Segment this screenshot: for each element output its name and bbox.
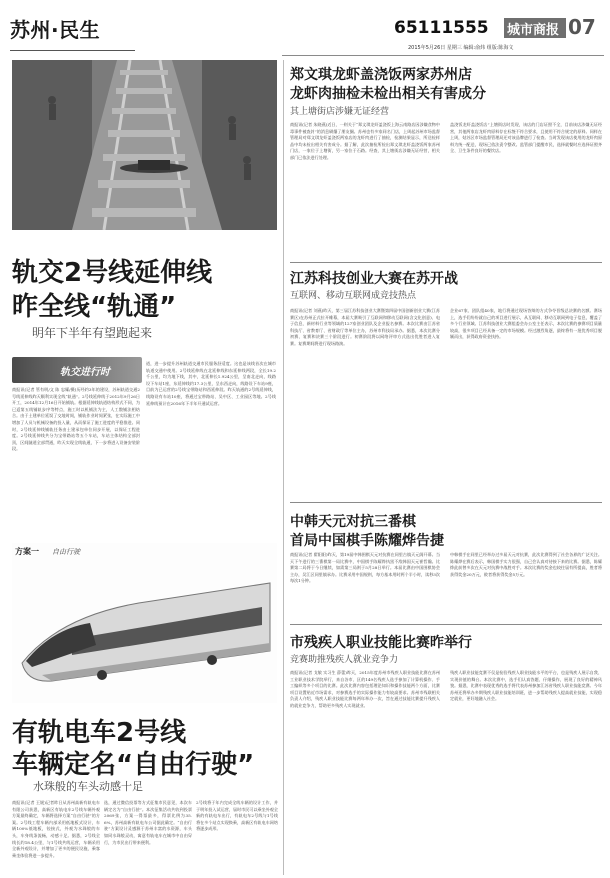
hotline: 65111555 — [394, 18, 489, 38]
tram-photo — [12, 543, 277, 703]
article2-rule — [290, 502, 602, 503]
article3-headline-line1: 中韩天元对抗三番棋 — [290, 514, 416, 530]
article4-body-col1: 商报讯(记者 戈敏 实习生 薛蕾)昨天，2015年度苏州市残疾人职业技能比赛在苏州工业职业技术学院举行，来自各市、区的149名残疾人选手参加了计算机操作、手工编织等多个项目的比赛。此次比赛内容包括理论知识和操作技能两个方面，比赛项目设置贴近市场需求，对参赛选手的实际操作能力有较高要求。苏州市残联相关负责人介绍，残疾人职业技能比赛每两年举办一次，旨在通过技能比赛提升残疾人的就业竞争力，帮助更多残疾人实现就业。 — [290, 670, 440, 708]
article4-subtitle: 竞赛助推残疾人就业竞争力 — [290, 655, 399, 665]
tram-photo-tag: 方案一 — [15, 547, 39, 556]
rail-headline-line1: 轨交2号线延伸线 — [12, 258, 213, 288]
article1-subtitle: 其上塘街店涉嫌无证经营 — [290, 107, 390, 117]
article3-rule — [290, 624, 602, 625]
paper-name: 城市商报 — [507, 23, 560, 38]
article1-body-col2: 盖浇饭龙虾盖浇饭店”上塘街店时发现，该店的门店证照不全，目前该店涉嫌无证经营，其他两家店龙虾肉原料存在标签不符合要求，且使用不符合规定的原料。同样在上周，姑苏区市场监督管理局还对该品牌进行了检查。当时发现该店使用的龙虾肉原料为统一配送，现场已依法责令整改。监管部门提醒市民，选择就餐时应选择证照齐全、卫生条件良好的餐饮店。 — [450, 122, 602, 154]
tram-body-col2: 选，通过微信投票等方式征集市民意见，本次车辆定名为“自由行驶”。本次征集活动共收到投票2069张，方案一得票最多，得票比例为35.6%，苏州高新有轨电车公司据此确定。“自由行驶”方案设计灵感源于苏州丰富的水资源，车头如同水珠般灵动，寓意有轨电车在城市中自由穿行，为市民出行带来便利。 — [104, 800, 192, 845]
article1-headline-line1: 郑文琪龙虾盖浇饭两家苏州店 — [290, 67, 472, 83]
tram-subtitle: 水珠般的车头动感十足 — [33, 780, 143, 793]
article1-headline-line2: 龙虾肉抽检未检出相关有害成分 — [290, 86, 486, 102]
article3-body-col1: 商报讯(记者 翟阳阳)昨天，第19届中韩围棋天元对抗赛在同里古镇天元阁开幕。当天下午进行的三番棋第一局比赛中，中国棋手陈耀烨执黑不敌韩国天元崔哲瀚。比赛第二局将于今日继续，如需第三局则于5月28日举行。本届比赛由中国围棋协会主办，吴江区同里镇承办。比赛采用中国规则，每方基本用时两个半小时，读秒3次每次1分钟。 — [290, 552, 440, 584]
masthead-rule-short — [10, 50, 135, 51]
tram-body-col1: 商报讯(记者 王媛)记者昨日从苏州高新有轨电车有限公司获悉，高新区有轨电车2号线车辆外观方案最终确定，车辆将选择方案“自由行驶”的方案。2号线工程车辆内部采用低地板式设计，车辆100%低地板，铰接式，外观为水珠般的车头，车身线条流畅，动感十足。据悉，2号线全线长约18.4公里，与1号线共线运营，车辆采用全新外观设计，并增加了更多的便民设施，乘客乘坐体验将进一步提升。 — [12, 800, 100, 858]
masthead-rule — [282, 55, 604, 56]
tram-headline-line2: 车辆定名“自由行驶” — [12, 750, 255, 780]
article1-rule — [290, 262, 602, 263]
article2-body-col1: 商报讯(记者 刘燕)昨天，第三届江苏科技创业大赛暨第四届中国创新创业大赛(江苏赛区)在苏州正式拉开帷幕，本届大赛吸引了互联网和移动互联网(含文化创意)、电子信息、新材料行业等领域的127家创业团队及企业报名参赛。本次比赛由江苏省科技厅、省教育厅、省财政厅等单位主办，苏州市科技局承办。据悉，本次比赛分初赛、复赛和决赛三个阶段进行。初赛阶段将以网络评审方式选出优胜者进入复赛。复赛期间将进行现场路演。 — [290, 308, 440, 346]
tram-photo-tag2: 自由行驶 — [52, 548, 80, 556]
tram-headline-line1: 有轨电车2号线 — [12, 718, 187, 748]
article2-body-col2: 企业67家、团队组40家，地行将通过现场答辩的方式争夺晋级总决赛的名额。赛场上，选手们纷纷就自己的项目进行展示，从互联网、移动互联网到电子信息，覆盖了多个行业领域。江苏科技创业大赛组委会办公室主任表示，本次比赛的参赛项目质量较高，很多项目已经具备一定的市场规模。经过激烈角逐，最终将有一批优秀项目脱颖而出，获得政府资金扶持。 — [450, 308, 602, 340]
rail-series-logo-text: 轨交进行时 — [60, 367, 110, 378]
tram-body-col3: 2号线将于年内完成全线车辆的设计工作，并于明年投入试运营，届时市民可以乘坐外观全新的有轨电车出行，有轨电车2号线与1号线将在多个站点实现换乘，高新区有轨电车网络将逐步成形。 — [196, 800, 278, 832]
article2-headline: 江苏科技创业大赛在苏开战 — [290, 271, 458, 287]
column-divider — [283, 60, 284, 875]
article4-body-col2: 残疾人职业技能竞赛不仅是检验残疾人职业技能水平的平台，也是残疾人展示自我、实现价值的舞台。本次比赛中，选手们认真答题、仔细操作，展现了良好的精神风貌。据悉，比赛中表现优秀的选手将代表苏州参加江苏省残疾人职业技能竞赛。今年苏州还将举办多期残疾人职业技能培训班，进一步帮助残疾人提高就业技能，实现稳定就业，更好地融入社会。 — [450, 670, 602, 702]
rail-series-logo — [12, 357, 142, 383]
rail-photo — [12, 60, 277, 230]
article2-subtitle: 互联网、移动互联网成竞技热点 — [290, 291, 417, 301]
dateline: 2015年5月26日 星期三 编辑:俞炜 组版:陈海文 — [408, 45, 514, 51]
rail-body-col1: 商报讯(记者 管有明/文 陈 忠耀/摄)历经约3年的建设，苏州轨道交通2号线延伸线昨天顺利实现全线“轨通”。2号线延伸线于2012年9月26日开工，2014年12月16日开始铺轨。根据延伸线轨道结构形式不同，为已返第五线铺轨步序等特点，施工时以机铺法为主，人工散铺法相结合。由于土建单位延误了交地时间，铺轨作业时间紧张，在实际施工中增加了人员与机械设备的投入量，从而保证了施工进度的平稳推进。同时，2号线延伸线铺轨任务由土建承包单位同步开展，以保证工程进度。2号线延伸线共分为宝带路站等五个车站，车站主体结构全部封顶，区间隧道全部贯通，昨天实现全线轨通，下一步将进入设备安装阶段。 — [12, 387, 140, 452]
article1-body-col1: 商报讯(记者 朱晓燕)近日，一则关于“郑文琪龙虾盖浇饭上海云南路店因涉嫌食物中毒事件被查封”的消息刷爆了朋友圈。苏州也有多家同名门店，上周起苏州市场监督管理局对郑文琪龙虾盖浇饭两家店的龙虾肉进行了抽检，检测结果显示，所送检样品中均未检出相关有害成分。据了解，此次抽检所检出郑文琪龙虾盖浇饭两家苏州门店，一家位于上塘街，另一家位于石路。经查，其上塘街店涉嫌无证经营，相关部门已依法进行处理。 — [290, 122, 440, 160]
rail-subtitle: 明年下半年有望跑起来 — [32, 326, 153, 340]
rail-body-col2: 道，进一步提升苏州轨道交通市民服务舒适度。这也是该线首次在城市轨道交通中使用。2号线延伸线在北延伸线和东延伸线两段，全长19.2千公里，均为地下线，其中，北延伸长1.924公里，呈南北走向，线路设下车站1座，东延伸线约17.3公里，呈东西走向，线路设下车站9座，目前为已运营的2号线宝带路站和西延伸段。昨天轨通的2号线延伸线，线路设有车站10座，将通过宝带路站、吴中区、工业园区等地。2号线延伸线预计在2016年下半年开通试运营。 — [146, 361, 276, 406]
article3-body-col2: 中韩棋手在同里已经举办过多届天元对抗赛，此次比赛得到了社会各界的广泛关注。陈耀烨在赛后表示，韩国棋手实力很强，自己会认真对待接下来的比赛。据悉，陈耀烨此前曾多次在天元对抗赛中战胜对手。本次比赛的奖金也较往届有所提高，胜者将获得奖金20万元，败者将获得奖金5万元。 — [450, 552, 602, 577]
page-number: 07 — [568, 15, 596, 39]
article3-headline-line2: 首局中国棋手陈耀烨告捷 — [290, 533, 444, 549]
article4-headline: 市残疾人职业技能比赛昨举行 — [290, 635, 472, 651]
rail-headline-line2: 昨全线“轨通” — [12, 292, 177, 322]
section-title: 苏州·民生 — [10, 18, 101, 42]
